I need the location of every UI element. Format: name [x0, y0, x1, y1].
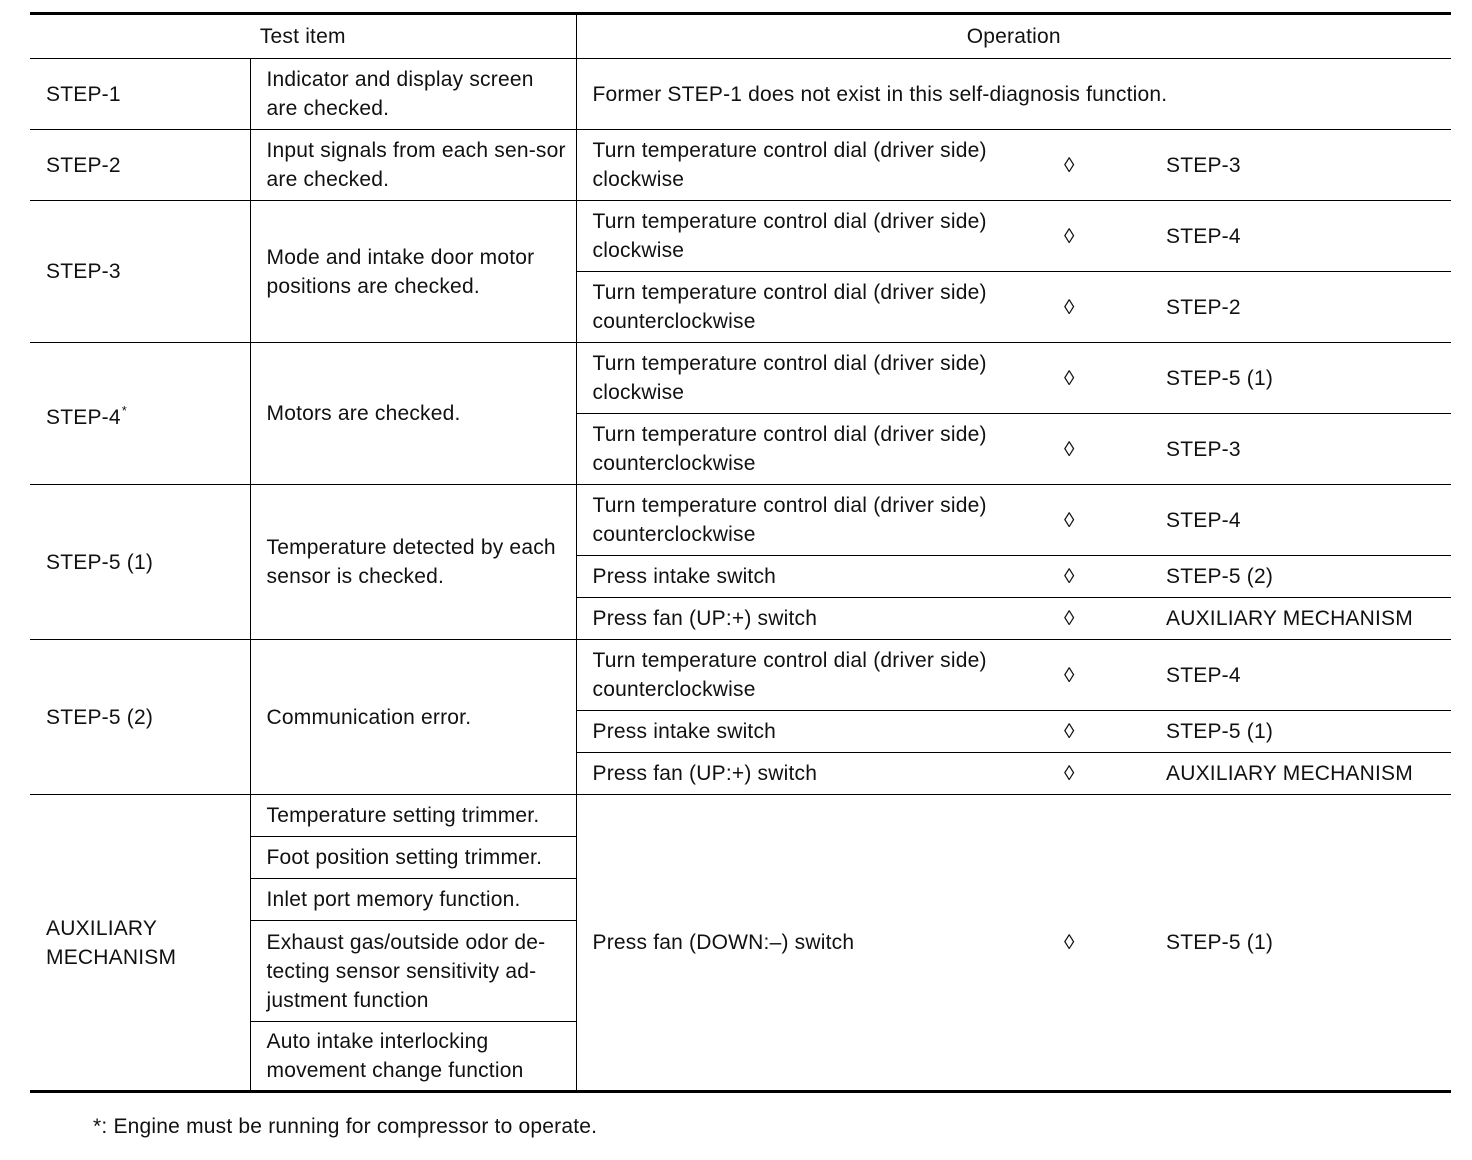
- table-row: [30, 201, 1451, 272]
- step-cell: STEP-3: [30, 201, 250, 343]
- operation-result: STEP-5 (1): [1150, 795, 1451, 1092]
- operation-action: Turn temperature control dial (driver side) counterclockwise: [576, 272, 1064, 343]
- operation-action: Turn temperature control dial (driver side) counterclockwise: [576, 414, 1064, 485]
- table-row: [30, 640, 1451, 711]
- operation-result: AUXILIARY MECHANISM: [1150, 753, 1451, 795]
- self-diagnosis-table: [30, 12, 1451, 1093]
- arrow-icon: ◊: [1064, 711, 1150, 753]
- aux-item-cell: Temperature setting trimmer.: [250, 795, 576, 837]
- aux-item-cell: Inlet port memory function.: [250, 879, 576, 921]
- arrow-icon: ◊: [1064, 640, 1150, 711]
- arrow-icon: ◊: [1064, 201, 1150, 272]
- operation-result: STEP-3: [1150, 130, 1451, 201]
- operation-result: STEP-2: [1150, 272, 1451, 343]
- test-item-cell: Indicator and display screen are checked.: [250, 59, 576, 130]
- operation-result: STEP-5 (2): [1150, 556, 1451, 598]
- operation-result: STEP-4: [1150, 201, 1451, 272]
- operation-result: AUXILIARY MECHANISM: [1150, 598, 1451, 640]
- operation-action: Turn temperature control dial (driver side) counterclockwise: [576, 640, 1064, 711]
- table-header-row: [30, 14, 1451, 59]
- footnote: *: Engine must be running for compressor to operate.: [93, 1115, 598, 1138]
- header-test-item: Test item: [30, 14, 576, 59]
- arrow-icon: ◊: [1064, 343, 1150, 414]
- operation-action: Turn temperature control dial (driver side) clockwise: [576, 130, 1064, 201]
- operation-action: Press fan (DOWN:–) switch: [576, 795, 1064, 1092]
- table-row: [30, 59, 1451, 130]
- operation-result: STEP-5 (1): [1150, 711, 1451, 753]
- aux-item-cell: Foot position setting trimmer.: [250, 837, 576, 879]
- asterisk-mark: *: [121, 402, 127, 418]
- aux-item-cell: Exhaust gas/outside odor de-tecting sensor sensitivity ad-justment function: [250, 921, 576, 1022]
- operation-action: Press fan (UP:+) switch: [576, 598, 1064, 640]
- table-row: [30, 343, 1451, 414]
- operation-result: STEP-4: [1150, 485, 1451, 556]
- step-cell: STEP-2: [30, 130, 250, 201]
- test-item-cell: Mode and intake door motor positions are checked.: [250, 201, 576, 343]
- arrow-icon: ◊: [1064, 598, 1150, 640]
- operation-action: Turn temperature control dial (driver side) clockwise: [576, 343, 1064, 414]
- test-item-cell: Communication error.: [250, 640, 576, 795]
- table-row: [30, 795, 1451, 837]
- operation-action: Turn temperature control dial (driver side) clockwise: [576, 201, 1064, 272]
- operation-result: STEP-3: [1150, 414, 1451, 485]
- operation-result: STEP-5 (1): [1150, 343, 1451, 414]
- test-item-cell: Input signals from each sen-sor are checked.: [250, 130, 576, 201]
- operation-action: Press fan (UP:+) switch: [576, 753, 1064, 795]
- header-operation: Operation: [576, 14, 1451, 59]
- arrow-icon: ◊: [1064, 272, 1150, 343]
- step-cell: STEP-1: [30, 59, 250, 130]
- aux-item-cell: Auto intake interlocking movement change function: [250, 1022, 576, 1092]
- step-cell: STEP-5 (1): [30, 485, 250, 640]
- arrow-icon: ◊: [1064, 485, 1150, 556]
- operation-action: Press intake switch: [576, 711, 1064, 753]
- test-item-cell: Motors are checked.: [250, 343, 576, 485]
- arrow-icon: ◊: [1064, 753, 1150, 795]
- table-row: [30, 130, 1451, 201]
- arrow-icon: ◊: [1064, 130, 1150, 201]
- test-item-cell: Temperature detected by each sensor is checked.: [250, 485, 576, 640]
- step-cell: AUXILIARY MECHANISM: [30, 795, 250, 1092]
- arrow-icon: ◊: [1064, 795, 1150, 1092]
- step-cell: [30, 343, 250, 485]
- step-label: STEP-4: [46, 405, 121, 429]
- operation-action: Turn temperature control dial (driver side) counterclockwise: [576, 485, 1064, 556]
- step-cell: STEP-5 (2): [30, 640, 250, 795]
- arrow-icon: ◊: [1064, 414, 1150, 485]
- arrow-icon: ◊: [1064, 556, 1150, 598]
- operation-action: Press intake switch: [576, 556, 1064, 598]
- operation-cell: Former STEP-1 does not exist in this self-diagnosis function.: [576, 59, 1451, 130]
- operation-result: STEP-4: [1150, 640, 1451, 711]
- table-row: [30, 485, 1451, 556]
